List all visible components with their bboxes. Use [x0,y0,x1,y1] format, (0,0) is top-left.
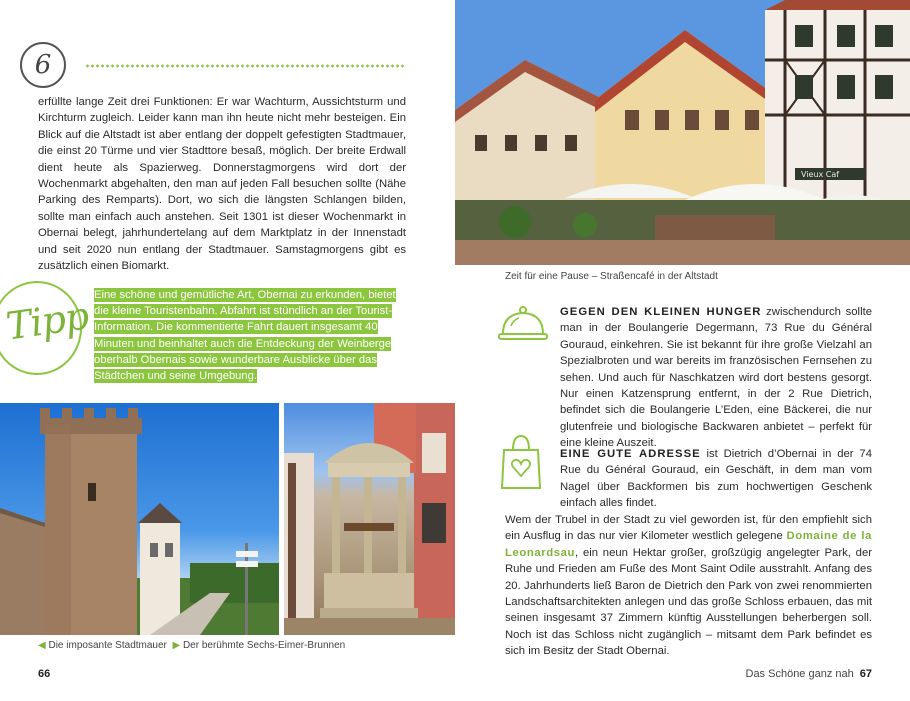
text-address: ist Dietrich d’Obernai in der 74 Rue du Général Gouraud, ein Geschäft, in dem man vom Nagel über Backformen bis zum hochwertigen Geschenk einfach alles findet. [560,448,872,510]
tower-illustration [0,403,279,635]
text-block-address [560,446,872,512]
cafe-illustration [455,0,910,265]
cafe-sign: Vieux Caf [801,170,840,179]
photo-city-wall-tower [0,403,279,635]
caption-city-wall: Die imposante Stadtmauer [48,640,167,651]
dotted-divider [85,64,405,68]
tipp-text: Eine schöne und gemütliche Art, Obernai zu erkunden, bietet die kleine Touristenbahn. Abfahrt ist stündlich an der Tourist-Information. Die kommentierte Fahrt dauert insgesamt 40 Minuten und beinhaltet auch die Entdeckung der Weinberge oberhalb Obernais sowie wunderbare Ausblicke über das Städtchen und seine Umgebung. [94,289,396,383]
text-block-leonardsau [505,512,872,660]
right-page [455,0,910,701]
arrow-left-icon: ◀ [38,640,46,651]
page-number-left: 66 [38,668,51,680]
page-number-right: 67 [859,668,872,680]
arrow-right-icon: ▶ [172,640,181,651]
cloche-icon [497,300,549,350]
caption-fountain: Der berühmte Sechs-Eimer-Brunnen [182,640,346,651]
text-block-hunger [560,304,872,452]
tipp-box [94,287,408,384]
photo-captions-left [38,640,345,651]
text-leonardsau-after: , ein neun Hektar großer, großzügig angelegter Park, der Ruhe und Frieden am Fuße des Mont Saint Odile ausstrahlt. Anfang des 20. Jahrhunderts ließ Baron de Dietrich den Park von zwei renommierten Landschaftsarchitekten anlegen und das große Schloss erbauen, das mit seinen insgesamt 37 Zimmern künftig Ausstellungen beherbergen soll. Noch ist das Schloss nicht zugänglich – mitsamt dem Park befindet es sich im Besitz der Stadt Obernai. [505,546,872,658]
fountain-illustration [284,403,455,635]
photo-six-bucket-fountain [284,403,455,635]
footer-title: Das Schöne ganz nah [745,668,854,680]
link-domaine-leonardsau: Domaine de la Leonardsau [505,530,872,559]
tipp-label: Tipp [3,293,91,349]
shopping-bag-heart-icon [499,432,543,492]
chapter-number-badge: 6 [20,42,66,88]
caption-street-cafe: Zeit für eine Pause – Straßencafé in der Altstadt [505,271,718,282]
intro-paragraph: erfüllte lange Zeit drei Funktionen: Er war Wachturm, Aussichtsturm und Kirchturm zugleich. Leider kann man ihn heute nicht mehr besteigen. Ein Blick auf die Altstadt ist aber entlang der doppelt gefestigten Stadtmauer, die einst 20 Türme und vier Stadttore besaß, möglich. Der breite Erdwall dient heute als Spazierweg. Donnerstagmorgens wird dort der Wochenmarkt abgehalten, den man auf jeden Fall besuchen sollte (Nähe Parking des Remparts). Dort, wo sich die längsten Schlangen bilden, sollte man einfach auch anstehen. Seit 1301 ist dieser Wochenmarkt in Obernai belegt, jahrhundertelang auf dem Marktplatz in der Innenstadt und seit 2020 nun entlang der Stadtmauer. Samstagmorgens gibt es zusätzlich einen Biomarkt. [38,96,406,273]
lead-address: EINE GUTE ADRESSE [560,448,701,460]
photo-street-cafe [455,0,910,265]
text-leonardsau-before: Wem der Trubel in der Stadt zu viel geworden ist, für den empfiehlt sich ein Ausflug in das nur vier Kilometer westlich gelegene [505,514,872,543]
text-hunger: zwischendurch sollte man in der Boulangerie Degermann, 73 Rue du Général Gouraud, einkehren. Sie ist bekannt für ihre große Vielzahl an Spezialbroten und war bereits im französischen Fernsehen zu sehen. Und auch für Naschkatzen wird dort bestens gesorgt. Nur einen Katzensprung entfernt, in der 2 Rue Dietrich, befindet sich die Boulangerie L’Eden, eine Bäckerei, die nur glutenfreie und biologische Backwaren anbietet – perfekt für eine kleine Auszeit. [560,306,872,450]
lead-hunger: GEGEN DEN KLEINEN HUNGER [560,306,762,318]
footer-right [746,668,873,680]
